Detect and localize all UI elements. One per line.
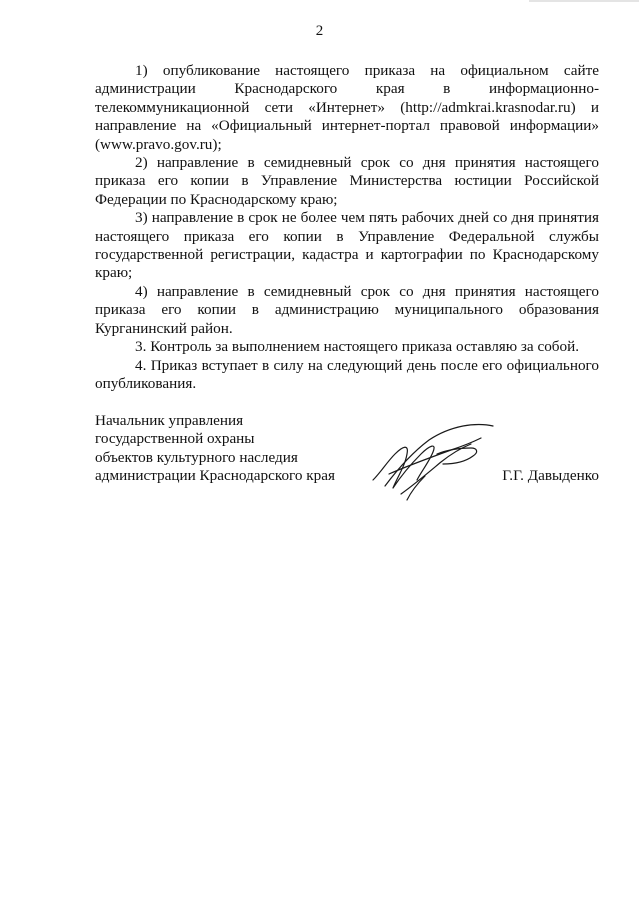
signer-title: [95, 412, 335, 486]
signer-name: Г.Г. Давыденко: [502, 467, 599, 484]
paragraph-item-1: 1) опубликование настоящего приказа на официальном сайте администрации Краснодарского края в информационно-телекоммуникационной сети «Интернет» (http://admkrai.krasnodar.ru) и направление на «Официальный интернет-портал правовой информации» (www.pravo.gov.ru);: [95, 62, 599, 153]
document-body: [95, 62, 599, 393]
paragraph-item-4: 4) направление в семидневный срок со дня принятия настоящего приказа его копии в администрацию муниципального образования Курганинский район.: [95, 282, 599, 337]
scan-edge-mark: [529, 0, 639, 2]
signer-title-line: объектов культурного наследия: [95, 448, 298, 466]
handwritten-signature: [367, 414, 497, 506]
paragraph-item-2: 2) направление в семидневный срок со дня принятия настоящего приказа его копии в Управление Министерства юстиции Российской Федерации по Краснодарскому краю;: [95, 154, 599, 208]
signature-block: [95, 412, 599, 502]
page-number: 2: [315, 23, 324, 39]
paragraph-clause-4: 4. Приказ вступает в силу на следующий день после его официального опубликования.: [95, 356, 599, 392]
paragraph-item-3: 3) направление в срок не более чем пять рабочих дней со дня принятия настоящего приказа его копии в Управление Федеральной службы государственной регистрации, кадастра и картографии по Краснодарскому краю;: [95, 209, 599, 282]
paragraph-clause-3: 3. Контроль за выполнением настоящего приказа оставляю за собой.: [135, 338, 580, 356]
signer-title-line: государственной охраны: [95, 430, 255, 448]
signer-title-line: администрации Краснодарского края: [95, 467, 335, 485]
signer-title-line: Начальник управления: [95, 412, 244, 429]
